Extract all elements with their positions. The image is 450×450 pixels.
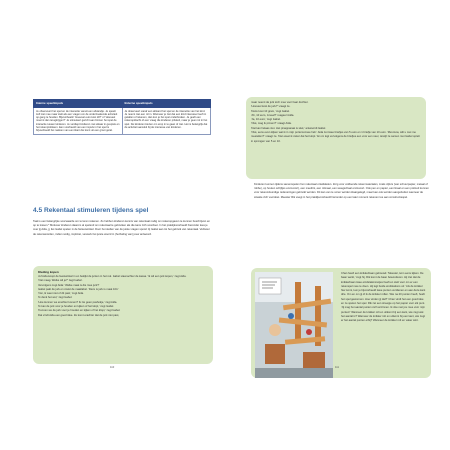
- example-box-kleding: [33, 266, 213, 364]
- body-paragraph: Taal is een belangrijke voorwaarde om te leren rekenen. Zo hebben kinderen kennis van rekentaal nodig om rekenopgaven te kunnen beschrijven en op te lossen.* Motiveer kinderen daarom al spelend om rekentaal te gebruiken als die kans zich voordoet. In het praktijkvoorbeeld hieronder lees je over jij Aida, jj, liet Isabel spelen in de fietsenwinkel. Door het stellen van de juiste vragen spoort zij Isabel aan tot het gebruik van rekentaal. Verbeter de rekenwoorden, indien nodig, impliciet, verwerk het juiste woord in (herhaling van) jouw antwoord.: [33, 220, 211, 236]
- example-box-text: Juf Aida koopt de feestwinkel in en bekijkt de jurken in het rek. Isabel staat achter de kassa. 'Ik wil een jurk kopen,' zegt Aida. 'Oat maag. Welke wil je?' zegt Isabel. Vervolgens zegt Aida: 'Welke maat is die rose jurk?' Isabel pakt de jurk en zoekt de maatlabel. 'Deze is jurk is maat 104.' 'Oei, ik weet niet of dit past,' zegt Aida. 'Ik denk het wel,' zegt Isabel. 'Hoe kunnen we erachter komen? Ik zie geen pashokje,' zegt Aida. 'Ik kan de jurk voor je houden en kijken of het klopt,' zegt Isabel. 'Kunnen we de jurk voor je houden en kijken of het klopt,' zegt Isabel. Dat vindt Aida een goed idee. Ze komt erachter dat de jurk niet past,: [38, 275, 187, 317]
- table-header-extern: Externe speelimpuls: [122, 100, 211, 108]
- table-header-intern: Interne speelimpuls: [34, 100, 123, 108]
- example-box-title: Kleding kopen: [38, 270, 59, 274]
- table-cell-intern: Je observeert het spel en de interactie vanuit een afstandje. Je speelt zelf niet mee maar stelt als een vragen om de onderzoekende activiteit op gang te houden. Bijvoorbeeld: 'Hoeveel euro kost dit?' of 'Hoeveel moet ik dan terugkrijgen?' Je stimuleert gericht aan binnen het spel de interactie tussen kinderen. Je verdiept kinderen met elkaar in gesprek en het rekenprobleem. Een voorbeeld van een impuls in het spel is bijvoorbeeld het nadoen van een klant die komt uit een groot getal.: [34, 108, 123, 135]
- table-cell-extern: Je observeert vanaf een afstand het spel en de interactie van het kind. Je neemt niet een rol in. Wanneer je ziet dat een kind interesse heeft in getallen of rekenen, dan kun je het spel onderbreken. Je geeft een rekenopdracht of een vraag die kinderen prikkelt, maar je geen rol in het spel. De kinderen kiezen om erop in te gaan of niet. Het is belangrijk dat de activiteit aansluit bij de interesse van kinderen.: [122, 108, 211, 135]
- knikkerbaan-box-text: Chan heeft een knikkerbaan gebouwd. 'Meester, kom eens kijken. De baan werkt,' zegt hij. Rik komt de baan bewonderen. Hij ziet dat de knikkerbaan twee eindstationnetjes heeft en stelt voor om er een rekenspel mee te doen. Hij legt beide eindstations uit: 'Als de knikker hier komt, kun je bijvoorbeeld twee punten verdienen en aan deze kant drie. Om en om jij of ik de knikker rollen. Wie na 20 punten heeft, heeft het spel gewonnen. Hoe vinden jij dat?' Chan vindt het een goed idee en ze spelen het spel. Rik zet een streepje op het papier voor elk punt. 'Jij mag het aantal punten zelf verzinnen. Ik doe met jou mee voor mijn punten!' Wanneer de knikker rolt en uitkomt bij een kant, wie zegt wat het aantal is? Wanneer de knikker rolt en uitkomt bij een kant, wie zegt er het aantal punten erbij? Wanneer de knikker rolt en vaker wint.: [341, 272, 426, 323]
- example-box-continued: [246, 97, 426, 179]
- body-paragraph-right: Kinderen kunnen tijdens samenspelen hun rekentaal ontwikkelen. Zorg voor voldoende rekenmaterialen, zoals cijfers (van schuurpapier, metaal of robbe), op houten schijfjes enzovoort), een meetlint, een rolmaat, een weegschaal enzovoort. Ook pen en papier, een linaal en een potlood kunnen voor rekenonkundige redeneringen gebruikt worden. Dit kan van te voren worden klaargelegd, maar kan ook worden aangeboden wanneer de situatie zich voordoet. Meester Rik voegt in het praktijkvoorbeeld hieronder op een later moment rekenen toe aan constructiespel.: [254, 183, 429, 199]
- marble-run-photo: [255, 272, 333, 378]
- section-heading: 4.5 Rekentaal stimuleren tijdens spel: [33, 207, 149, 214]
- marble-run-illustration: [255, 272, 333, 378]
- right-page: [225, 0, 450, 450]
- page-number-right: 111: [335, 366, 339, 369]
- speelimpuls-table: [33, 99, 211, 135]
- continued-box-text: maar neemt de jurk toch mee voor haar dochter. 'Hoeveel kost de jurk?' vraagt ze. 'Deze kost 10 gram,' zegt Isabel. 'Ah, 10 euro, zoveel?' reageert Aida. 'Ja, 10 euro,' zegt Isabel. 'Oké, mag ik pinnen?' vraagt Aida. 'Dat kan helaas niet. Het pinapparaat is stuk,' antwoordt Isabel. 'Oké, eens even kijken wat ik in mijn portemonnee heb.' Aida zet twee briefjes van 5 euro en 1 briefje van 10 euro. 'Mevrouw, wilt u met me meetellen?' vraagt ze. 'Dan weet ik zeker dat het klopt.' En zo legt vervolgens de briefjes een voor een neer, terwijl ze samen met Isabel optelt in sprongen van 5 en 10.: [251, 101, 420, 143]
- page-number-left: 110: [110, 366, 115, 369]
